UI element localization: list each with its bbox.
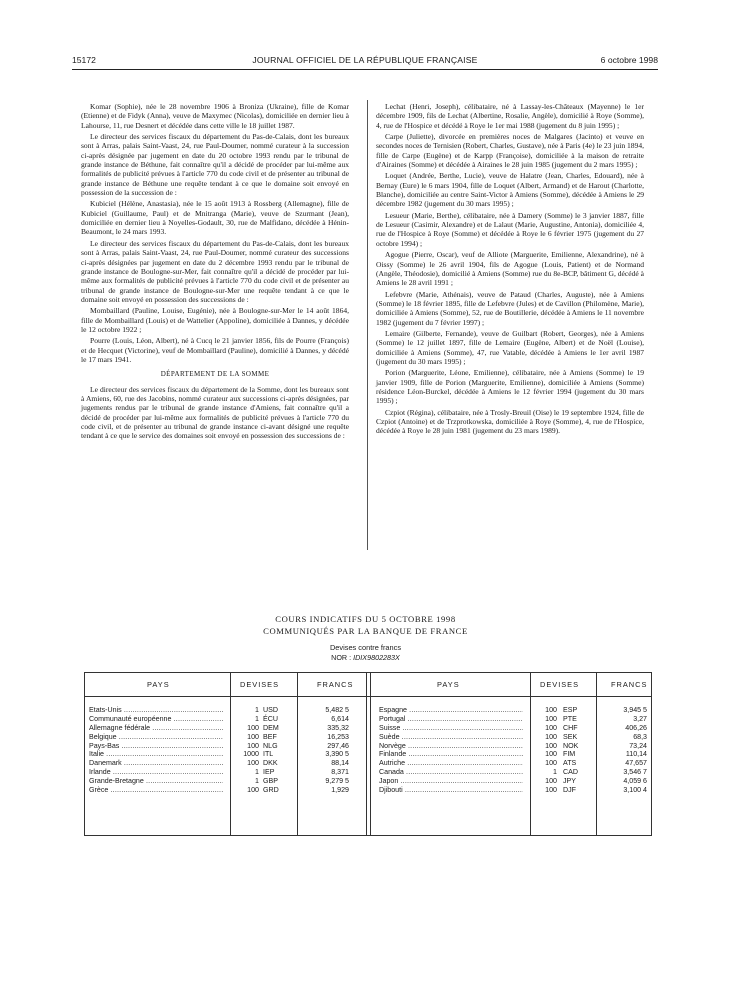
right-column xyxy=(376,102,644,436)
rate-value-cell: 1,929 xyxy=(331,786,349,795)
country-cell: Grèce ..... xyxy=(89,786,223,795)
country-cell: Autriche ..... xyxy=(379,759,523,768)
currency-code-cell: ATS xyxy=(563,759,577,768)
rate-value-cell: 3,390 5 xyxy=(325,750,349,759)
header-rule xyxy=(72,69,658,70)
quantity-cell: 1000 xyxy=(243,750,259,759)
nor-value: IDIX9802283X xyxy=(353,653,400,662)
currency-code-cell: DEM xyxy=(263,723,279,732)
table-row xyxy=(85,768,651,777)
country-cell: Djibouti ..... xyxy=(379,786,523,795)
currency-code-cell: CAD xyxy=(563,768,578,777)
paragraph: Le directeur des services fiscaux du département de la Somme, dont les bureaux sont à Amiens, 60, rue des Jacobins, nommé curateur aux successions ci-après désignées, par jugements rendus par le tribunal de grande instance d'Amiens, fait connaître qu'il a décidé de procéder par lui-même aux formalités de publicité prévues à l'article 770 du code civil, et de présenter au tribunal de grande instance ci-avant désigné une requête tendant à ce que le service des domaines soit envoyé en possession des successions de : xyxy=(81,384,349,441)
rate-value-cell: 8,371 xyxy=(331,768,349,777)
rate-value-cell: 3,100 4 xyxy=(623,786,647,795)
currency-code-cell: DKK xyxy=(263,759,278,768)
country-cell: Portugal ..... xyxy=(379,715,523,724)
rate-value-cell: 6,614 xyxy=(331,714,349,723)
rate-value-cell: 16,253 xyxy=(327,732,349,741)
rate-value-cell: 9,279 5 xyxy=(325,777,349,786)
country-cell: Allemagne fédérale ..... xyxy=(89,724,223,733)
currency-code-cell: JPY xyxy=(563,777,577,786)
paragraph: Lefebvre (Marie, Athénais), veuve de Pataud (Charles, Auguste), née à Amiens (Somme) le 18 février 1895, fille de Lefebvre (Jules) et de Cavillon (Philomène, Marie), domiciliée à Amiens (Somme), 52, rue de Boutillerie, décédée à Amiens le 11 novembre 1982 (jugement du 7 février 1997) ; xyxy=(376,289,644,327)
quantity-cell: 1 xyxy=(255,777,259,786)
quantity-cell: 100 xyxy=(247,759,259,768)
paragraph: Mombaillard (Pauline, Louise, Eugénie), née à Boulogne-sur-Mer le 14 août 1864, fille de Mombaillard (Louis) et de Wattelier (Appoline), domiciliée à Dannes, y décédée le 12 octobre 1922 ; xyxy=(81,306,349,334)
quantity-cell: 100 xyxy=(545,706,557,714)
paragraph: Carpe (Juliette), divorcée en premières noces de Malgares (Jacinto) et veuve en secondes noces de Ternisien (Robert, Charles, Gustave), née à Paris (4e) le 23 juin 1894, fille de Carpe (Eugène) et de Karpp (Françoise), domiciliée à la maison de retraite d'Airaines (Somme) et décédée à Airaines le 28 juin 1985 (jugement du 2 mars 1995) ; xyxy=(376,132,644,170)
currency-code-cell: IEP xyxy=(263,768,275,777)
paragraph: Le directeur des services fiscaux du département du Pas-de-Calais, dont les bureaux sont à Arras, palais Saint-Vaast, 24, rue Paul-Doumer, nommé curateur à la succession ci-après désignée par jugement en date du 20 octobre 1993 rendu par le tribunal de grande instance de Béthune, fait connaître qu'il a décidé de procéder par lui-même aux formalités de publicité prévues à l'article 770 du code civil et de présenter au tribunal de grande instance de Béthune une requête tendant à ce que le domaine soit envoyé en possession de la succession de : xyxy=(81,132,349,198)
quantity-cell: 1 xyxy=(255,768,259,777)
table-row xyxy=(85,742,651,751)
quantity-cell: 100 xyxy=(545,777,557,786)
country-cell: Espagne ..... xyxy=(379,706,523,715)
country-cell: Grande-Bretagne ..... xyxy=(89,777,223,786)
quantity-cell: 100 xyxy=(545,732,557,741)
rates-title-line2: COMMUNIQUÉS PAR LA BANQUE DE FRANCE xyxy=(263,626,468,636)
quantity-cell: 1 xyxy=(553,768,557,777)
table-row xyxy=(85,724,651,733)
nor-label: NOR : xyxy=(331,653,352,662)
quantity-cell: 100 xyxy=(545,723,557,732)
currency-code-cell: DJF xyxy=(563,786,577,795)
currency-code-cell: CHF xyxy=(563,723,578,732)
rates-subtitle: Devises contre francs xyxy=(329,643,402,652)
quantity-cell: 100 xyxy=(247,741,259,750)
quantity-cell: 100 xyxy=(545,759,557,768)
quantity-cell: 100 xyxy=(545,786,557,795)
table-row xyxy=(85,786,651,795)
country-cell: Communauté européenne ..... xyxy=(89,715,223,724)
header-pays: PAYS xyxy=(147,680,170,689)
country-cell: Italie ..... xyxy=(89,750,223,759)
exchange-rate-table xyxy=(84,672,652,836)
paragraph: Porion (Marguerite, Léone, Emilienne), célibataire, née à Amiens (Somme) le 19 janvier 1909, fille de Porion (Marguerite, Emilienne), domiciliée à Amiens (Somme) résidence Léon-Burckel, décédée à Amiens le 12 février 1994 (jugement du 30 mars 1995) ; xyxy=(376,368,644,406)
header-francs: FRANCS xyxy=(611,680,648,689)
header-pays: PAYS xyxy=(437,680,460,689)
quantity-cell: 100 xyxy=(247,732,259,741)
currency-code-cell: USD xyxy=(263,706,278,714)
rate-value-cell: 297,46 xyxy=(327,741,349,750)
country-cell: Etats-Unis ..... xyxy=(89,706,223,715)
paragraph: Agogue (Pierre, Oscar), veuf de Alliote (Marguerite, Emilienne, Alexandrine), né à Oissy (Somme) le 26 avril 1904, fils de Agogue (Louis, Patient) et de Normand (Angèle, Théodosie), domicilié à Amiens (Somme) rue du 8e-BCP, bâtiment G, décédé à Amiens le 28 avril 1991 ; xyxy=(376,250,644,288)
quantity-cell: 100 xyxy=(247,723,259,732)
rate-value-cell: 73,24 xyxy=(629,741,647,750)
currency-code-cell: PTE xyxy=(563,714,577,723)
country-cell: Canada ..... xyxy=(379,768,523,777)
currency-code-cell: NOK xyxy=(563,741,579,750)
section-heading: DÉPARTEMENT DE LA SOMME xyxy=(160,370,270,379)
quantity-cell: 1 xyxy=(255,714,259,723)
quantity-cell: 100 xyxy=(545,714,557,723)
currency-code-cell: BEF xyxy=(263,732,277,741)
country-cell: Suisse ..... xyxy=(379,724,523,733)
paragraph: Lesueur (Marie, Berthe), célibataire, née à Damery (Somme) le 3 janvier 1887, fille de Lesueur (Casimir, Alexandre) et de Lalaut (Marie, Augustine, Antonia), domiciliée 4, rue de l'Hospice à Roye (Somme) et décédée à Roye le 6 février 1975 (jugement du 27 octobre 1994) ; xyxy=(376,210,644,248)
country-cell: Japon ..... xyxy=(379,777,523,786)
paragraph: Loquet (Andrée, Berthe, Lucie), veuve de Halatre (Jean, Charles, Edouard), née à Bernay (Eure) le 6 mars 1904, fille de Loquet (Albert, Armand) et de Harout (Charlotte, Blanche), domiciliée au centre Saint-Victor à Amiens (Somme), décédée à Amiens le 29 décembre 1982 (jugement du 30 mars 1995) ; xyxy=(376,171,644,209)
currency-code-cell: ITL xyxy=(263,750,274,759)
currency-code-cell: ESP xyxy=(563,706,578,714)
paragraph: Lechat (Henri, Joseph), célibataire, né à Lassay-les-Châteaux (Mayenne) le 1er décembre 1909, fils de Lechat (Albertine, Rosalie, Angèle), domicilié à Roye (Somme), 4, rue de l'Hospice et décédé à Roye le 1er mai 1988 (jugement du 8 juin 1995) ; xyxy=(376,102,644,130)
currency-code-cell: ÉCU xyxy=(263,714,278,723)
rate-value-cell: 4,059 6 xyxy=(623,777,647,786)
quantity-cell: 100 xyxy=(545,750,557,759)
country-cell: Norvège ..... xyxy=(379,742,523,751)
country-cell: Danemark ..... xyxy=(89,759,223,768)
rate-value-cell: 3,546 7 xyxy=(623,768,647,777)
country-cell: Pays-Bas ..... xyxy=(89,742,223,751)
page-header xyxy=(72,55,658,69)
table-row xyxy=(85,750,651,759)
table-row xyxy=(85,777,651,786)
left-column xyxy=(81,102,349,441)
rates-title: COURS INDICATIFS DU 5 OCTOBRE 1998 xyxy=(275,614,456,624)
paragraph: Lemaire (Gilberte, Fernande), veuve de Guilbart (Robert, Georges), née à Amiens (Somme) le 12 juillet 1897, fille de Lemaire (Eugène, Albert) et de Noël (Louise), domiciliée à Amiens (Somme), 47, rue Vatable, décédée à Amiens le 1er avril 1987 (jugement du 30 mars 1995) ; xyxy=(376,328,644,366)
currency-code-cell: NLG xyxy=(263,741,278,750)
table-row xyxy=(85,715,651,724)
rate-value-cell: 110,14 xyxy=(625,750,647,759)
rate-value-cell: 47,657 xyxy=(625,759,647,768)
rate-value-cell: 3,945 5 xyxy=(623,706,647,714)
paragraph: Le directeur des services fiscaux du département du Pas-de-Calais, dont les bureaux sont à Arras, palais Saint-Vaast, 24, rue Paul-Doumer, nommé curateur des successions ci-après désignées par jugement en date du 2 décembre 1993 rendu par le tribunal de grande instance de Boulogne-sur-Mer, fait connaître qu'il a décidé de procéder par lui-même aux formalités de publicité prévues à l'article 770 du code civil et de présenter au tribunal de grande instance de Boulogne-sur-Mer une requête tendant à ce que le domaine soit envoyé en possession des successions de : xyxy=(81,238,349,304)
currency-code-cell: FIM xyxy=(563,750,576,759)
header-devises: DEVISES xyxy=(540,680,580,689)
page-number: 15172 xyxy=(72,55,96,65)
journal-title: JOURNAL OFFICIEL DE LA RÉPUBLIQUE FRANÇAISE xyxy=(252,55,478,65)
rate-value-cell: 406,26 xyxy=(625,723,647,732)
quantity-cell: 1 xyxy=(255,706,259,714)
issue-date: 6 octobre 1998 xyxy=(600,55,658,65)
table-row xyxy=(85,733,651,742)
paragraph: Czpiot (Régina), célibataire, née à Trosly-Breuil (Oise) le 19 septembre 1924, fille de Czpiot (Antoine) et de Trzprotkowska, domiciliée à Roye (Somme), 4, rue de l'Hospice, décédée à Roye le 28 juin 1981 (jugement du 23 mars 1989). xyxy=(376,407,644,436)
table-body xyxy=(85,706,651,795)
table-row xyxy=(85,706,651,715)
column-divider xyxy=(367,100,368,550)
country-cell: Suède ..... xyxy=(379,733,523,742)
rate-value-cell: 88,14 xyxy=(331,759,349,768)
currency-code-cell: GRD xyxy=(263,786,279,795)
country-cell: Finlande ..... xyxy=(379,750,523,759)
currency-code-cell: GBP xyxy=(263,777,278,786)
header-devises: DEVISES xyxy=(240,680,280,689)
table-row xyxy=(85,759,651,768)
quantity-cell: 100 xyxy=(545,741,557,750)
rate-value-cell: 335,32 xyxy=(327,723,349,732)
country-cell: Irlande ..... xyxy=(89,768,223,777)
paragraph: Pourre (Louis, Léon, Albert), né à Cucq le 21 janvier 1856, fils de Pourre (François) et de Hecquet (Victorine), veuf de Mombaillard (Pauline), domicilié à Dannes, y décédé le 17 mars 1941. xyxy=(81,336,349,364)
paragraph: Kubiciel (Hélène, Anastasia), née le 15 août 1913 à Rossberg (Allemagne), fille de Kubiciel (Guillaume, Paul) et de Mnitranga (Marie), veuve de Szurmant (Jean), domiciliée en dernier lieu à Noyelles-Godault, 30, rue de Malfidano, décédée à Hénin-Beaumont, le 24 mars 1993. xyxy=(81,199,349,237)
nor-reference xyxy=(0,653,731,662)
paragraph: Komar (Sophie), née le 28 novembre 1906 à Broniza (Ukraine), fille de Komar (Etienne) et de Fidyk (Anna), veuve de Maxymec (Nicolas), domiciliée en dernier lieu à Lahourse, 11, rue Desnert et décédée dans cette ville le 18 juillet 1987. xyxy=(81,102,349,130)
rate-value-cell: 3,27 xyxy=(633,714,647,723)
rate-value-cell: 68,3 xyxy=(633,732,647,741)
currency-code-cell: SEK xyxy=(563,732,578,741)
country-cell: Belgique ..... xyxy=(89,733,223,742)
rate-value-cell: 5,482 5 xyxy=(325,706,349,714)
quantity-cell: 100 xyxy=(247,786,259,795)
header-francs: FRANCS xyxy=(317,680,354,689)
